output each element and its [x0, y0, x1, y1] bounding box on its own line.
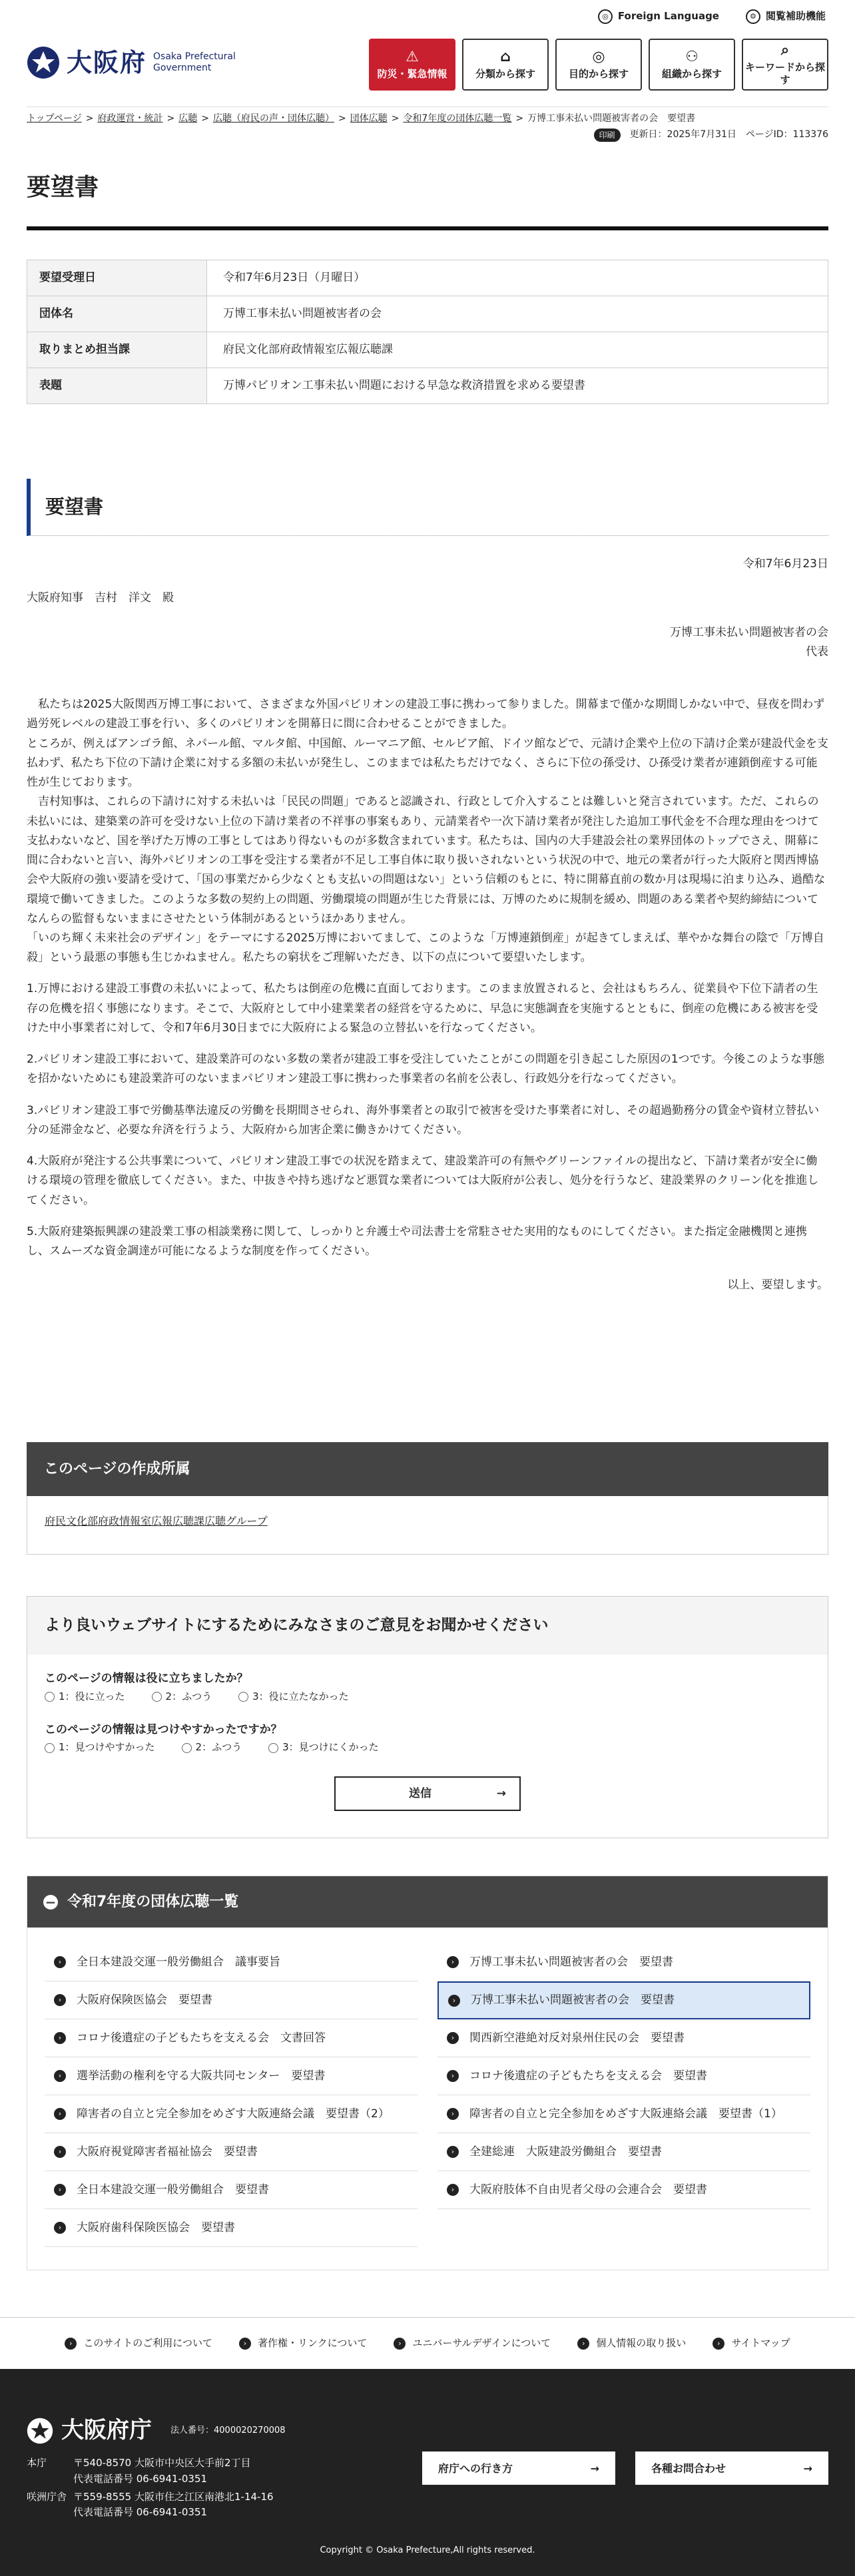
- warning-icon: ⚠: [406, 48, 419, 65]
- list-item[interactable]: › 万博工事未払い問題被害者の会 要望書: [437, 1943, 810, 1981]
- chevron-right-icon: ›: [239, 2338, 251, 2350]
- list-item[interactable]: › 選挙活動の権利を守る大阪共同センター 要望書: [45, 2057, 418, 2095]
- access-button[interactable]: 府庁への行き方 →: [422, 2451, 615, 2485]
- osaka-emblem-icon: [27, 46, 60, 79]
- table-row: 要望受理日 令和7年6月23日（月曜日）: [27, 260, 828, 296]
- logo-text: 大阪府: [67, 48, 147, 77]
- list-item[interactable]: › 関西新空港絶対反対泉州住民の会 要望書: [437, 2019, 810, 2057]
- radio-option[interactable]: 3：見つけにくかった: [268, 1739, 379, 1756]
- letter-heading: 要望書: [27, 479, 828, 536]
- search-icon: ⌕: [780, 42, 790, 59]
- contact-button[interactable]: 各種お問合わせ →: [635, 2451, 828, 2485]
- nav-keyword[interactable]: ⌕ キーワードから探す: [742, 39, 828, 91]
- breadcrumb-link[interactable]: 広聴: [178, 113, 198, 124]
- breadcrumb-link[interactable]: 広聴（府民の声・団体広聴）: [212, 113, 334, 124]
- copyright: Copyright © Osaka Prefecture,All rights reserved.: [320, 2545, 535, 2556]
- letter-date: 令和7年6月23日: [742, 557, 828, 571]
- foreign-language-link[interactable]: ◎ Foreign Language: [598, 8, 719, 25]
- chevron-right-icon: ›: [54, 1994, 66, 2006]
- arrow-right-icon: →: [803, 2461, 812, 2475]
- request-item: 3.パビリオン建設工事で労働基準法違反の労働を長期間させられ、海外事業者との取引で被害を受けた事業者に対し、その超過勤務分の賃金や資材立替払い分の延滞金など、必要な弁済を行うよう、大阪府から加害企業に働きかけてください。: [27, 1103, 820, 1137]
- chevron-right-icon: ›: [54, 2184, 66, 2196]
- footer-link[interactable]: › 個人情報の取り扱い: [577, 2335, 686, 2352]
- request-item: 4.大阪府が発注する公共事業について、パビリオン建設工事での状況を踏まえて、建設業許可の有無やグリーンファイルの提出など、下請け業者が安全に働ける環境の管理を徹底してください。また、中抜きや持ち逃げなど悪質な業者については大阪府が公表し、処分を行うなど、建設業界のクリーン化を推進してください。: [27, 1155, 819, 1207]
- breadcrumb-current: 万博工事未払い問題被害者の会 要望書: [527, 113, 696, 124]
- list-item-current[interactable]: › 万博工事未払い問題被害者の会 要望書: [437, 1981, 810, 2019]
- radio-option[interactable]: 3：役に立たなかった: [238, 1688, 349, 1706]
- letter-recipient: 大阪府知事 吉村 洋文 殿: [27, 591, 174, 605]
- owner-heading: このページの作成所属: [27, 1442, 828, 1496]
- globe-icon: ◎: [598, 9, 613, 24]
- footer-link[interactable]: › ユニバーサルデザインについて: [394, 2335, 551, 2352]
- list-item[interactable]: › コロナ後遺症の子どもたちを支える会 要望書: [437, 2057, 810, 2095]
- chevron-right-icon: ›: [447, 2070, 459, 2082]
- radio-option[interactable]: 1：見つけやすかった: [45, 1739, 155, 1756]
- logo-english: Osaka Prefectural Government: [153, 51, 236, 74]
- list-item[interactable]: › 大阪府保険医協会 要望書: [45, 1981, 418, 2019]
- target-icon: ◎: [592, 48, 605, 65]
- gear-icon: ⚙: [746, 9, 760, 24]
- chevron-right-icon: ›: [447, 2032, 459, 2044]
- breadcrumb-link[interactable]: 府政運営・統計: [97, 113, 163, 124]
- chevron-right-icon: ›: [54, 2146, 66, 2158]
- page-meta: [27, 127, 828, 143]
- breadcrumb-link[interactable]: トップページ: [27, 113, 82, 124]
- table-row: 取りまとめ担当課 府民文化部府政情報室広報広聴課: [27, 332, 828, 368]
- letter-sender: 万博工事未払い問題被害者の会: [670, 625, 828, 639]
- paragraph: 「いのち輝く未来社会のデザイン」をテーマにする2025万博においてまして、このような「万博連鎖倒産」が起きてしまえば、華やかな舞台の陰で「万博自殺」という最悪の事態も生じかねません。私たちの窮状をご理解いただき、以下の点について要望いたします。: [27, 931, 824, 965]
- footer-links: [0, 2317, 855, 2369]
- list-item[interactable]: › 大阪府肢体不自由児者父母の会連合会 要望書: [437, 2171, 810, 2209]
- site-logo[interactable]: [27, 41, 236, 85]
- paragraph: ところが、例えばアンゴラ館、ネパール館、マルタ館、中国館、ルーマニア館、セルビア館、ドイツ館などで、元請け企業や上位の下請け企業が建設代金を支払わず、私たち下位の下請け企業に対する多額の未払いが発生し、このままでは私たちだけでなく、さらに下位の孫受け、ひ孫受け業者が連鎖倒産する可能性が生じております。: [27, 736, 828, 790]
- list-column-right: [437, 1943, 810, 2247]
- list-item[interactable]: › 全日本建設交運一般労働組合 議事要旨: [45, 1943, 418, 1981]
- letter-sender-title: 代表: [806, 644, 828, 658]
- category-icon: ⌂: [500, 48, 511, 65]
- table-row: 表題 万博パビリオン工事未払い問題における早急な救済措置を求める要望書: [27, 368, 828, 404]
- submit-button[interactable]: 送信 →: [334, 1776, 521, 1811]
- footer-buttons: [422, 2451, 828, 2485]
- footer-link[interactable]: › このサイトのご利用について: [65, 2335, 212, 2352]
- list-item[interactable]: › 障害者の自立と完全参加をめざす大阪連絡会議 要望書（1）: [437, 2095, 810, 2133]
- updated-date: 更新日：2025年7月31日: [629, 129, 736, 140]
- request-item: 1.万博における建設工事費の未払いによって、私たちは倒産の危機に直面しております。このまま放置されると、会社はもちろん、従業員や下位下請者の生存の危機を招く事態になります。そこで、大阪府として中小建業業者の経営を守るために、早急に実態調査を実施するとともに、倒産の危機にある被害を受けた中小事業者に対して、令和7年6月30日までに大阪府による緊急の立替払いを行なってください。: [27, 982, 818, 1035]
- breadcrumb-link[interactable]: 令和7年度の団体広聴一覧: [403, 113, 512, 124]
- page-title: 要望書: [27, 167, 828, 230]
- list-item[interactable]: › コロナ後遺症の子どもたちを支える会 文書回答: [45, 2019, 418, 2057]
- chevron-right-icon: ›: [65, 2338, 77, 2350]
- request-item: 5.大阪府建築振興課の建設業工事の相談業務に関して、しっかりと弁護士や司法書士を常駐させた実用的なものにしてください。また指定金融機関と連携し、スムーズな資金調達が可能になるような制度を作ってください。: [27, 1224, 807, 1258]
- chevron-right-icon: ›: [447, 1956, 459, 1968]
- page-id: ページID：113376: [745, 129, 828, 140]
- list-item[interactable]: › 全建総連 大阪建設労働組合 要望書: [437, 2133, 810, 2171]
- survey-heading: より良いウェブサイトにするためにみなさまのご意見をお聞かせください: [27, 1597, 828, 1655]
- collapse-icon: −: [43, 1895, 58, 1910]
- feedback-survey: [27, 1596, 828, 1838]
- survey-question: このページの情報は見つけやすかったですか？: [45, 1722, 282, 1736]
- chevron-right-icon: ›: [447, 2108, 459, 2120]
- list-item[interactable]: › 全日本建設交運一般労働組合 要望書: [45, 2171, 418, 2209]
- list-item[interactable]: › 大阪府視覚障害者福祉協会 要望書: [45, 2133, 418, 2171]
- info-table: [27, 260, 828, 404]
- utility-bar: [0, 0, 855, 33]
- nav-emergency[interactable]: ⚠ 防災・緊急情報: [369, 39, 455, 91]
- list-heading[interactable]: − 令和7年度の団体広聴一覧: [27, 1876, 828, 1928]
- print-button[interactable]: 印刷: [594, 129, 621, 142]
- survey-question: このページの情報は役に立ちましたか？: [45, 1672, 248, 1686]
- nav-purpose[interactable]: ◎ 目的から探す: [555, 39, 642, 91]
- site-header: [0, 33, 855, 107]
- arrow-right-icon: →: [590, 2461, 599, 2475]
- nav-category[interactable]: ⌂ 分類から探す: [462, 39, 549, 91]
- letter-closing: 以上、要望します。: [727, 1278, 828, 1292]
- chevron-right-icon: ›: [54, 2070, 66, 2082]
- request-item: 2.パビリオン建設工事において、建設業許可のない多数の業者が建設工事を受注していたことがこの問題を引き起こした原因の1つです。今後このような事態を招かないためにも建設業許可のないままパビリオン建設工事に携わった事業者の名前を公表し、行政処分を行なってください。: [27, 1053, 825, 1086]
- footer-link[interactable]: › サイトマップ: [712, 2335, 790, 2352]
- owner-link[interactable]: 府民文化部府政情報室広報広聴課広聴グループ: [45, 1514, 268, 1527]
- footer-logo: 大阪府庁 法人番号：4000020270008: [27, 2412, 286, 2450]
- chevron-right-icon: ›: [54, 2108, 66, 2120]
- owner-box: [27, 1496, 828, 1555]
- list-item[interactable]: › 障害者の自立と完全参加をめざす大阪連絡会議 要望書（2）: [45, 2095, 418, 2133]
- chevron-right-icon: ›: [448, 1995, 460, 2007]
- chevron-right-icon: ›: [54, 2222, 66, 2234]
- chevron-right-icon: ›: [577, 2338, 589, 2350]
- list-item[interactable]: › 大阪府歯科保険医協会 要望書: [45, 2209, 418, 2247]
- corporate-number: 法人番号：4000020270008: [170, 2426, 286, 2436]
- reading-assist-link[interactable]: ⚙ 閲覧補助機能: [746, 8, 826, 25]
- chevron-right-icon: ›: [447, 2184, 459, 2196]
- letter-body: [27, 555, 828, 1295]
- site-footer: [0, 2369, 855, 2576]
- breadcrumb: トップページ > 府政運営・統計 > 広聴 > 広聴（府民の声・団体広聴） > 団体広聴 > 令和7年度の団体広聴一覧 > 万博工事未払い問題被害者の会 要望書: [27, 107, 828, 126]
- table-row: 団体名 万博工事未払い問題被害者の会: [27, 296, 828, 332]
- radio-option[interactable]: 2：ふつう: [182, 1739, 242, 1756]
- paragraph: 私たちは2025大阪関西万博工事において、さまざまな外国パビリオンの建設工事に携わって参りました。開幕まで僅かな期間しかない中で、昼夜を問わず過労死レベルの建設工事を行い、多くのパビリオンを開幕日に間に合わせることができました。: [27, 698, 825, 731]
- nav-organization[interactable]: ⚇ 組織から探す: [649, 39, 735, 91]
- chevron-right-icon: ›: [394, 2338, 406, 2350]
- list-column-left: [45, 1943, 418, 2247]
- footer-link[interactable]: › 著作権・リンクについて: [239, 2335, 367, 2352]
- breadcrumb-link[interactable]: 団体広聴: [350, 113, 388, 124]
- chevron-right-icon: ›: [712, 2338, 724, 2350]
- chevron-right-icon: ›: [54, 2032, 66, 2044]
- arrow-right-icon: →: [496, 1786, 506, 1800]
- chevron-right-icon: ›: [54, 1956, 66, 1968]
- chevron-right-icon: ›: [447, 2146, 459, 2158]
- radio-option[interactable]: 2：ふつう: [152, 1688, 212, 1706]
- global-nav: [369, 39, 828, 91]
- related-list: [27, 1876, 828, 2270]
- org-chart-icon: ⚇: [685, 48, 699, 65]
- footer-address: 本庁 〒540-8570 大阪市中央区大手前2丁目 代表電話番号 06-6941-0351 咲洲庁舎 〒559-8555 大阪市住之江区南港北1-14-16 代表電話番号 06-6941-0351: [27, 2457, 274, 2519]
- radio-option[interactable]: 1：役に立った: [45, 1688, 125, 1706]
- paragraph: 吉村知事は、これらの下請けに対する未払いは「民民の問題」であると認識され、行政として介入することは難しいと発言されています。ただ、これらの未払いには、建築業の許可を受けない上位の下請け業者の不祥事の事案もあり、元請業者や一次下請け業者が発注した追加工事代金を不合理な理由をつけて支払わないなど、国を挙げた万博の工事としてはあり得ないものが多数含まれています。私たちは、国内の大手建設会社の業界団体のトップでさえ、開幕に間に合わないと言い、海外パビリオンの工事を受注する業者が不足し工事自体に取り扱いされないという状況の中で、地元の業者が行った大阪府と関西博協会や大阪府の強い要請を受けて、「国の事業だから少なくとも支払いの問題はない」という信頼のもとに、特に開幕直前の数か月は現場に泊まり込み、過酷な環境で働いてきました。このような多数の契約上の問題、労働環境の問題が生じた背景には、万博のために規制を緩め、問題のある業者や契約締結についてなんらの監督もないままにさせたという体制があるというほかありません。: [27, 795, 826, 925]
- osaka-emblem-icon: [27, 2418, 53, 2444]
